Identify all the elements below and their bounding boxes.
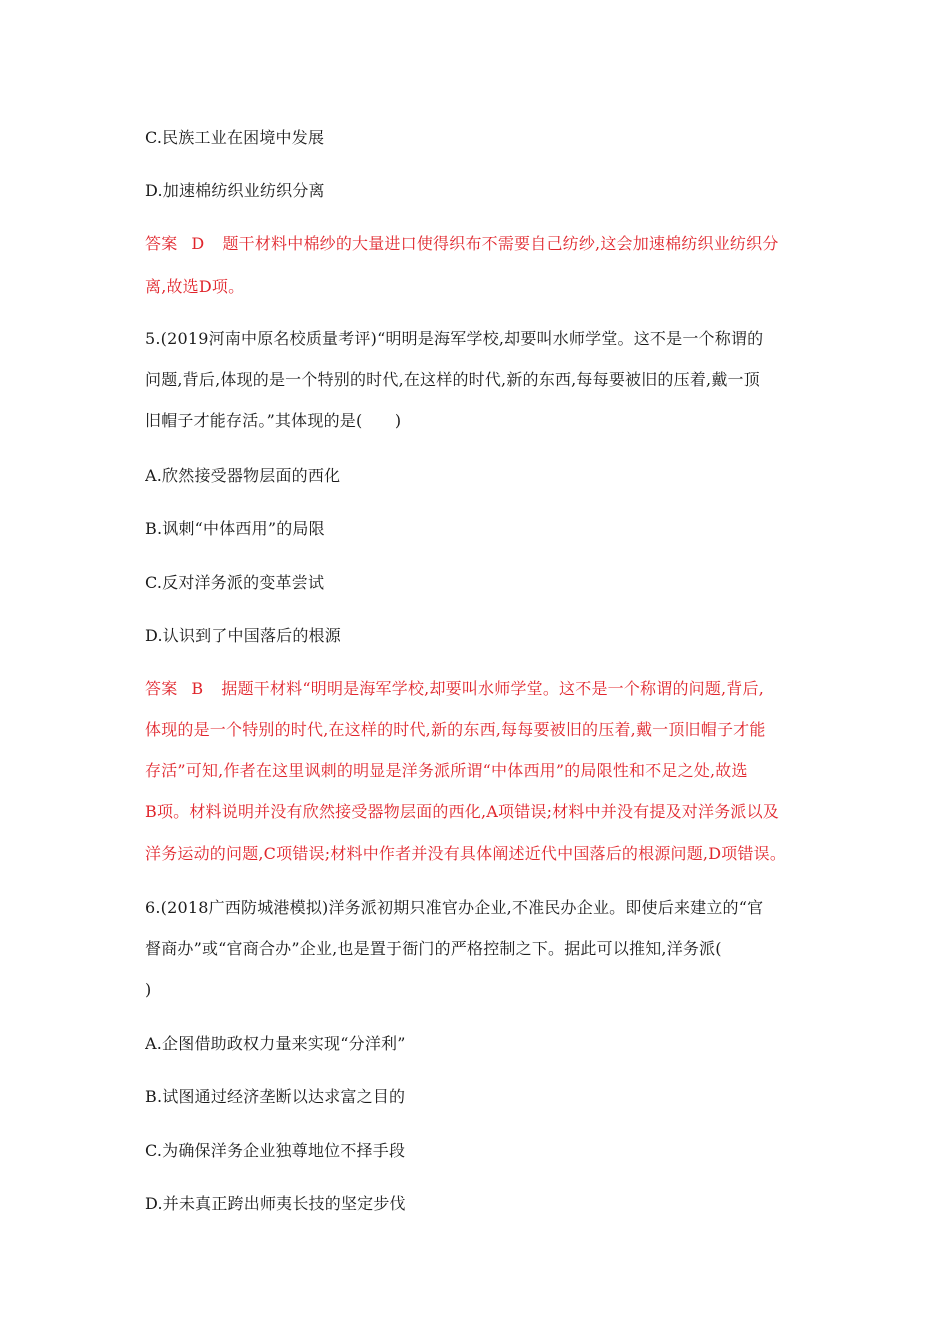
q5-answer-line-1 (145, 678, 810, 700)
q5-stem-3: 旧帽子才能存活。”其体现的是( ) (145, 411, 402, 430)
q4-explanation-2: 离,故选D项。 (145, 277, 245, 296)
q5-answer-label: 答案 (145, 679, 178, 698)
q4-answer-label: 答案 (145, 234, 178, 253)
q4-option-c: C.民族工业在困境中发展 (145, 128, 325, 147)
q4-option-d: D.加速棉纺织业纺织分离 (145, 181, 325, 200)
q6-stem-3: ) (145, 980, 152, 999)
q5-stem-2: 问题,背后,体现的是一个特别的时代,在这样的时代,新的东西,每每要被旧的压着,戴一顶 (145, 370, 760, 389)
q4-answer-letter: D (191, 234, 205, 253)
q5-option-b: B.讽刺“中体西用”的局限 (145, 519, 325, 538)
q6-option-d: D.并未真正跨出师夷长技的坚定步伐 (145, 1194, 406, 1213)
q6-option-a: A.企图借助政权力量来实现“分洋利” (145, 1034, 406, 1053)
q5-explanation-1: 据题干材料“明明是海军学校,却要叫水师学堂。这不是一个称谓的问题,背后, (221, 679, 765, 698)
q5-option-c: C.反对洋务派的变革尝试 (145, 573, 325, 592)
q5-explanation-2: 体现的是一个特别的时代,在这样的时代,新的东西,每每要被旧的压着,戴一顶旧帽子才能 (145, 720, 766, 739)
q5-explanation-3: 存活”可知,作者在这里讽刺的明显是洋务派所谓“中体西用”的局限性和不足之处,故选 (145, 761, 748, 780)
q5-explanation-4: B项。材料说明并没有欣然接受器物层面的西化,A项错误;材料中并没有提及对洋务派以及 (145, 802, 779, 821)
q5-explanation-5: 洋务运动的问题,C项错误;材料中作者并没有具体阐述近代中国落后的根源问题,D项错误。 (145, 844, 787, 863)
q4-explanation-1: 题干材料中棉纱的大量进口使得织布不需要自己纺纱,这会加速棉纺织业纺织分 (222, 234, 779, 253)
q5-option-a: A.欣然接受器物层面的西化 (145, 466, 341, 485)
q5-answer-letter: B (191, 679, 204, 698)
q5-option-d: D.认识到了中国落后的根源 (145, 626, 341, 645)
q4-answer-line-1 (145, 233, 810, 255)
q6-stem-2: 督商办”或“官商合办”企业,也是置于衙门的严格控制之下。据此可以推知,洋务派( (145, 939, 722, 958)
q5-stem-1: 5.(2019河南中原名校质量考评)“明明是海军学校,却要叫水师学堂。这不是一个称谓的 (145, 329, 764, 348)
q6-stem-1: 6.(2018广西防城港模拟)洋务派初期只准官办企业,不准民办企业。即使后来建立的“官 (145, 898, 764, 917)
q6-option-c: C.为确保洋务企业独尊地位不择手段 (145, 1141, 406, 1160)
q6-option-b: B.试图通过经济垄断以达求富之目的 (145, 1087, 406, 1106)
